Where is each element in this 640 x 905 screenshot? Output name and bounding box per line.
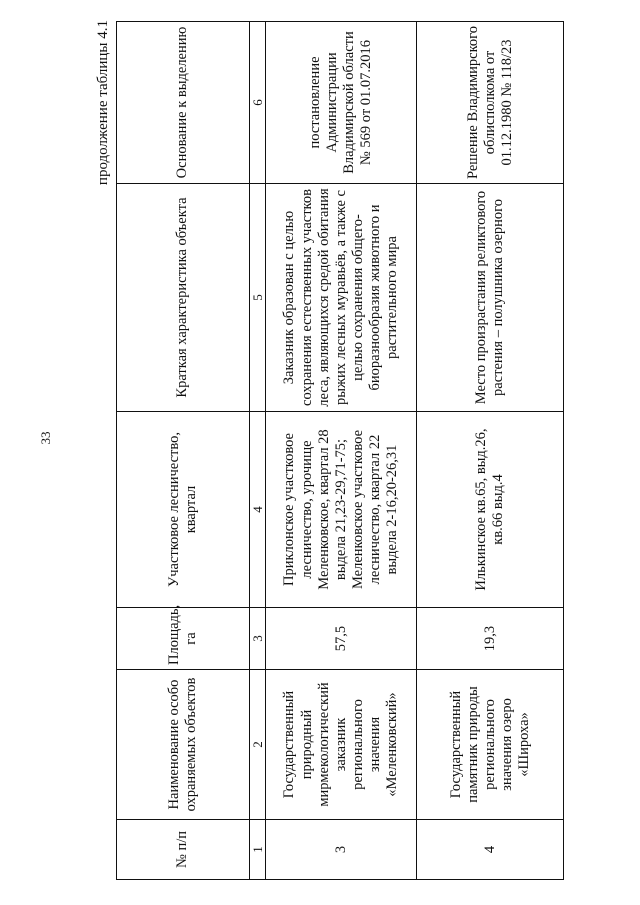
row-number: 3 <box>266 820 417 880</box>
object-description: Заказник образован с целью сохранения естественных участков леса, являющихся средой обитания рыжих лесных муравьёв, а также с целью сохранения общего-биоразнообразия животного и растительного мира <box>266 184 417 412</box>
rotated-page-content <box>90 20 540 880</box>
object-area: 57,5 <box>266 608 417 670</box>
object-basis: Решение Владимирского облисполкома от 01.12.1980 № 118/23 <box>417 22 564 184</box>
header-number: № п/п <box>117 820 250 880</box>
column-number: 4 <box>250 412 266 608</box>
column-number: 6 <box>250 22 266 184</box>
object-forestry: Илькинское кв.65, выд.26, кв.66 выд.4 <box>417 412 564 608</box>
header-name: Наименование особо охраняемых объектов <box>117 670 250 820</box>
column-number: 3 <box>250 608 266 670</box>
object-basis: постановление Администрации Владимирской области № 569 от 01.07.2016 <box>266 22 417 184</box>
header-area: Площадь, га <box>117 608 250 670</box>
object-description: Место произрастания реликтового растения – полушника озерного <box>417 184 564 412</box>
object-name: Государственный природный мирмекологический заказник регионального значения «Меленковский» <box>266 670 417 820</box>
object-name: Государственный памятник природы регионального значения озеро «Широха» <box>417 670 564 820</box>
column-number-row <box>250 22 266 880</box>
column-number: 2 <box>250 670 266 820</box>
header-forestry: Участковое лесничество, квартал <box>117 412 250 608</box>
row-number: 4 <box>417 820 564 880</box>
column-number: 5 <box>250 184 266 412</box>
table-caption: продолжение таблицы 4.1 <box>95 20 111 186</box>
table-row <box>417 22 564 880</box>
protected-objects-table <box>116 21 564 880</box>
object-forestry: Приклонское участковое лесничество, урочище Меленковское, квартал 28 выдела 21,23-29,71-75; Меленковское участковое лесничество, квартал 22 выдела 2-16,20-26,31 <box>266 412 417 608</box>
object-area: 19,3 <box>417 608 564 670</box>
header-description: Краткая характеристика объекта <box>117 184 250 412</box>
page-number: 33 <box>38 431 53 445</box>
column-number: 1 <box>250 820 266 880</box>
header-basis: Основание к выделению <box>117 22 250 184</box>
table-header-row <box>117 22 250 880</box>
table-row <box>266 22 417 880</box>
